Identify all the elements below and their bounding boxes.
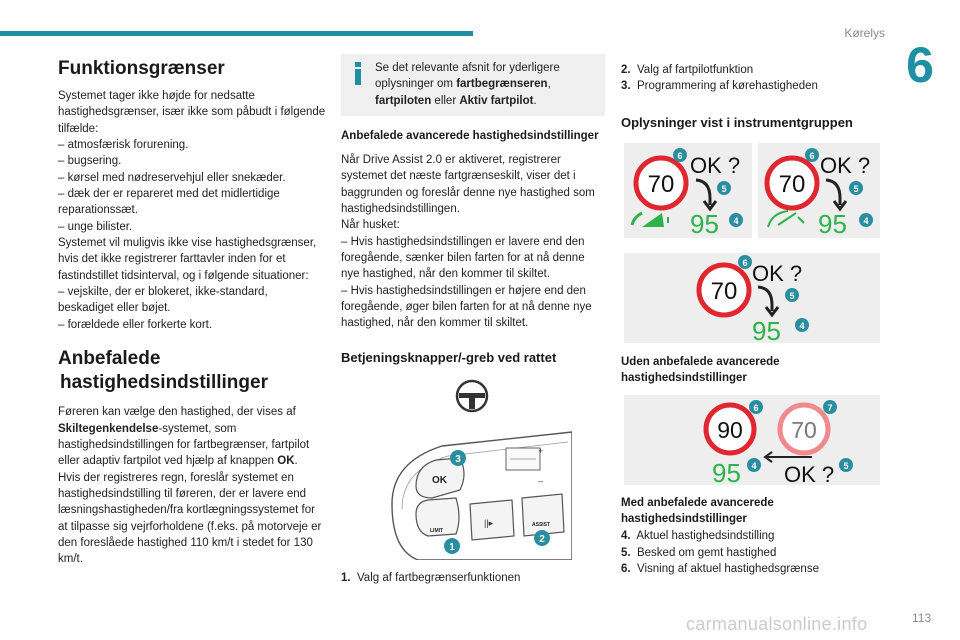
arrow-icon [758, 287, 772, 311]
column-1 [58, 54, 326, 568]
ok-message: OK ? [752, 261, 803, 286]
heading-funktionsgraenser: Funktionsgrænser [58, 58, 225, 79]
set-speed: 95 [690, 209, 719, 238]
list-number: 1. [341, 572, 351, 584]
list-item: – Hvis hastighedsindstillingen er lavere end den foregående, sænker bilen farten for at nå denne nye hastighed, når den kommer til skiltet. [341, 235, 585, 281]
paragraph-rain: Hvis der registreres regn, foreslår systemet en hastighedsindstilling til føreren, der er lavere end læsningshastigheden/fra kortlægningssystemet for at tilpasse sig vejrforholdene (f.eks. på motorveje er den foreslåede hastighed 110 km/t i stedet for 130 km/t. [58, 471, 322, 566]
callout-4 [729, 213, 743, 227]
svg-text:6: 6 [742, 258, 748, 268]
callout-5 [717, 181, 731, 195]
old-sign-value: 90 [717, 417, 743, 443]
list-item [341, 570, 605, 586]
arrow-icon [826, 180, 840, 205]
list-text: Valg af fartpilotfunktion [636, 64, 754, 76]
section-label: Kørelys [844, 26, 885, 40]
display-figure-a2 [758, 143, 880, 238]
callout-6 [673, 148, 687, 162]
text-run-bold: Aktiv fartpilot [459, 94, 534, 107]
callout-5 [839, 458, 853, 472]
list-text: Aktuel hastighedsindstilling [636, 530, 775, 543]
list-number: 6. [621, 562, 631, 575]
caption-without [621, 354, 887, 386]
text-run-bold: Skiltegenkendelse [58, 422, 159, 435]
figure-caption: Med anbefalede avancerede hastighedsindstillinger [621, 497, 774, 526]
list-item [621, 545, 887, 561]
text-run: . [533, 94, 537, 107]
sign-value: 70 [778, 171, 806, 198]
set-speed: 95 [752, 316, 781, 343]
watermark: carmanualsonline.info [686, 614, 868, 634]
display-figure-c [624, 395, 880, 485]
assist-label: ASSIST [532, 522, 551, 528]
list-number: 3. [621, 80, 631, 93]
heading-line-1: Anbefalede [58, 347, 161, 369]
minus-label: – [538, 476, 544, 486]
svg-text:7: 7 [827, 403, 833, 413]
assist-active-icon [768, 211, 804, 227]
chapter-number: 6 [906, 37, 934, 93]
assist-button[interactable] [522, 494, 564, 536]
heading-line-2: hastighedsindstillinger [60, 371, 268, 393]
list-item: – vejskilte, der er blokeret, ikke-standard, beskadiget eller bøjet. [58, 285, 268, 315]
ok-label: OK [432, 475, 447, 486]
list-controls [341, 570, 605, 586]
svg-text:4: 4 [733, 216, 739, 226]
new-sign-value: 70 [791, 417, 817, 443]
sign-value: 70 [647, 171, 675, 198]
paragraph-ok-button [58, 404, 326, 469]
text-run: Føreren kan vælge den hastighed, der vises af [58, 406, 296, 419]
paragraph-intro: Systemet tager ikke højde for nedsatte hastighedsgrænser, især ikke som påbudt i følgende tilfælde: [58, 90, 326, 135]
set-speed: 95 [712, 458, 741, 485]
callout-5 [849, 181, 863, 195]
list-item [621, 528, 887, 544]
svg-text:6: 6 [753, 403, 759, 413]
svg-text:5: 5 [721, 184, 727, 194]
callout-5 [785, 288, 799, 302]
list-item: – dæk der er repareret med det midlertidige reparationssæt. [58, 187, 280, 217]
column-2 [341, 54, 605, 375]
paragraph-mid: Systemet vil muligvis ikke vise hastighedsgrænser, hvis det ikke registrerer farttavler inden for et fastindstillet tidsinterval, og i følgende situationer: [58, 236, 317, 282]
set-speed: 95 [818, 209, 847, 238]
ok-message: OK ? [690, 153, 741, 178]
cruise-active-icon [632, 213, 668, 227]
callout-6 [738, 255, 752, 269]
ok-message: OK ? [820, 153, 871, 178]
sign-value: 70 [710, 278, 738, 305]
callout-4 [795, 318, 809, 332]
column-3 [621, 62, 887, 140]
callout-3 [450, 450, 466, 466]
list-item: – forældede eller forkerte kort. [58, 318, 213, 331]
heading-betjeningsknapper: Betjeningsknapper/-greb ved rattet [341, 349, 557, 365]
list-item: – atmosfærisk forurening. [58, 138, 189, 151]
text-run-bold: OK [277, 455, 295, 468]
list-text: Besked om gemt hastighed [636, 546, 777, 559]
list-text: Visning af aktuel hastighedsgrænse [636, 562, 819, 575]
svg-text:2: 2 [539, 534, 545, 545]
callout-6 [805, 148, 819, 162]
callout-7 [823, 400, 837, 414]
info-text [349, 60, 597, 109]
list-item: – bugsering. [58, 155, 122, 168]
list-number: 5. [621, 546, 631, 559]
limit-label: LIMIT [430, 528, 444, 534]
svg-text:5: 5 [789, 291, 795, 301]
callout-4 [747, 458, 761, 472]
text-run-bold: fartbegrænseren [456, 78, 548, 91]
text-run: . [294, 455, 298, 468]
callout-2 [534, 530, 550, 546]
list-text: Valg af fartbegrænserfunktionen [356, 572, 521, 584]
heading-oplysninger: Oplysninger vist i instrumentgruppen [621, 114, 853, 130]
info-box [341, 54, 605, 116]
arrow-icon [696, 180, 710, 205]
svg-text:4: 4 [751, 461, 757, 471]
ok-message: OK ? [784, 462, 835, 485]
list-text: Programmering af kørehastigheden [636, 80, 818, 93]
cruise-button[interactable] [470, 500, 514, 540]
info-icon [353, 62, 363, 84]
text-run: eller [431, 94, 460, 107]
text-run: , [547, 78, 551, 91]
display-figure-a1 [624, 143, 752, 238]
svg-text:6: 6 [677, 151, 683, 161]
callout-6 [749, 400, 763, 414]
svg-text:4: 4 [799, 321, 805, 331]
list-item [621, 62, 887, 78]
text-run: -systemet, som hastighedsindstillingen for fartbegrænser, fartpilot eller adaptiv fartpilot ved hjælp af knappen [58, 422, 310, 468]
steering-wheel-icon [457, 381, 487, 411]
svg-text:4: 4 [863, 216, 869, 226]
callout-1 [444, 538, 460, 554]
text-run-bold: fartpiloten [375, 94, 432, 107]
list-number: 4. [621, 530, 631, 543]
display-figure-b [624, 253, 880, 343]
list-item [621, 561, 887, 577]
svg-text:3: 3 [455, 454, 461, 465]
page-number: 113 [912, 611, 932, 625]
steering-wheel-figure [372, 374, 572, 560]
list-top [621, 62, 887, 95]
svg-text:||▸: ||▸ [484, 518, 494, 528]
heading-anbefalede-avancerede: Anbefalede avancerede hastighedsindstillinger [341, 129, 599, 142]
list-item [621, 78, 887, 94]
text-run: Se det relevante afsnit for yderligere oplysninger om [375, 62, 560, 91]
heading-anbefalede [58, 347, 326, 395]
figure-caption: Uden anbefalede avancerede hastighedsindstillinger [621, 356, 780, 385]
top-accent-bar [0, 31, 473, 36]
list-bottom [621, 528, 887, 577]
svg-text:5: 5 [843, 461, 849, 471]
list-item: – Hvis hastighedsindstillingen er højere end den foregående, øger bilen farten for at nå denne nye hastighed, når den kommer til skiltet. [341, 284, 592, 330]
svg-text:5: 5 [853, 184, 859, 194]
paragraph-naar-husket: Når husket: [341, 219, 400, 232]
callout-4 [859, 213, 873, 227]
list-number: 2. [621, 64, 631, 76]
svg-text:1: 1 [449, 542, 455, 553]
paragraph-drive-assist: Når Drive Assist 2.0 er aktiveret, registrerer systemet det næste fartgrænseskilt, viser det i baggrunden og foreslår denne nye hastighed som hastighedsindstillingen. [341, 154, 595, 216]
list-item: – unge bilister. [58, 220, 133, 233]
plus-label: + [538, 446, 544, 456]
svg-text:6: 6 [809, 151, 815, 161]
list-item: – kørsel med nødreservehjul eller snekæder. [58, 171, 286, 184]
caption-with [621, 495, 887, 577]
limit-button[interactable] [416, 498, 459, 536]
